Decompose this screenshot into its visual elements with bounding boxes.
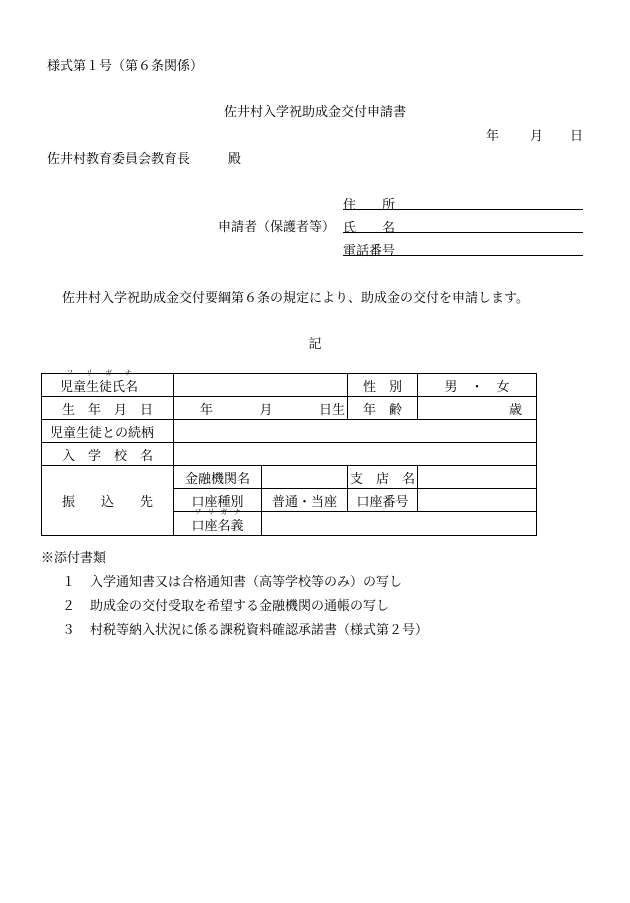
student-name-input[interactable] xyxy=(174,374,348,397)
date-month: 月 xyxy=(530,129,544,144)
attachments-heading: ※添付書類 xyxy=(41,551,107,566)
school-label: 入 学 校 名 xyxy=(42,443,174,466)
applicant-name-label: 氏 名 xyxy=(343,221,396,236)
account-name-input[interactable] xyxy=(262,512,537,536)
attachment-num-2: ２ xyxy=(62,599,76,614)
addressee-name: 佐井村教育委員会教育長 xyxy=(47,152,191,167)
account-name-label-cell xyxy=(174,508,262,536)
table-row xyxy=(42,420,537,443)
name-underline xyxy=(343,232,583,233)
addressee-honorific: 殿 xyxy=(228,152,242,167)
attachment-num-3: ３ xyxy=(62,623,76,638)
birthdate-input[interactable] xyxy=(174,397,348,420)
applicant-phone-label: 電話番号 xyxy=(343,244,396,259)
account-name-label: 口座名義 フ リ ガ ナ xyxy=(191,508,244,534)
age-unit: 歳 xyxy=(508,402,522,418)
birthdate-year: 年 xyxy=(200,402,214,418)
branch-input[interactable] xyxy=(418,466,537,489)
table-row xyxy=(42,466,537,489)
table-row xyxy=(42,374,537,397)
branch-label: 支 店 名 xyxy=(348,466,418,489)
gender-label: 性 別 xyxy=(348,374,418,397)
age-input[interactable] xyxy=(418,397,537,420)
applicant-label: 申請者（保護者等） xyxy=(218,220,336,235)
attachment-item-2: 助成金の交付受取を希望する金融機関の通帳の写し xyxy=(90,599,390,614)
bank-label: 金融機関名 xyxy=(174,466,262,489)
student-name-label-cell xyxy=(42,368,174,397)
relation-label: 児童生徒との続柄 xyxy=(42,420,174,443)
age-label: 年 齢 xyxy=(348,397,418,420)
phone-underline xyxy=(343,255,583,256)
furigana-ruby: フ リ ガ ナ xyxy=(66,368,132,377)
address-underline xyxy=(343,209,583,210)
ki-label: 記 xyxy=(308,337,322,352)
furigana-ruby: フ リ ガ ナ xyxy=(194,508,241,516)
form-number: 様式第１号（第６条関係） xyxy=(47,59,204,74)
table-row xyxy=(42,443,537,466)
birthdate-day: 日生 xyxy=(318,402,345,418)
account-type-label: 口座種別 xyxy=(174,489,262,512)
application-table xyxy=(41,368,537,536)
account-number-input[interactable] xyxy=(418,489,537,512)
school-input[interactable] xyxy=(174,443,537,466)
account-number-label: 口座番号 xyxy=(348,489,418,512)
student-name-label: 児童生徒氏名 フ リ ガ ナ xyxy=(60,368,139,395)
page-title: 佐井村入学祝助成金交付申請書 xyxy=(223,105,406,120)
date-year: 年 xyxy=(486,129,500,144)
attachment-item-1: 入学通知書又は合格通知書（高等学校等のみ）の写し xyxy=(90,575,403,590)
gender-select[interactable]: 男 ・ 女 xyxy=(418,374,537,397)
bank-input[interactable] xyxy=(262,466,348,489)
transfer-label: 振 込 先 xyxy=(42,466,174,536)
body-text: 佐井村入学祝助成金交付要綱第６条の規定により、助成金の交付を申請します。 xyxy=(62,291,529,306)
account-type-select[interactable]: 普通・当座 xyxy=(262,489,348,512)
applicant-address-label: 住 所 xyxy=(343,198,396,213)
attachment-num-1: １ xyxy=(62,575,76,590)
birthdate-month: 月 xyxy=(259,402,273,418)
attachment-item-3: 村税等納入状況に係る課税資料確認承諾書（様式第２号） xyxy=(90,623,429,638)
relation-input[interactable] xyxy=(174,420,537,443)
table-row xyxy=(42,397,537,420)
birthdate-label: 生 年 月 日 xyxy=(42,397,174,420)
date-day: 日 xyxy=(570,129,584,144)
